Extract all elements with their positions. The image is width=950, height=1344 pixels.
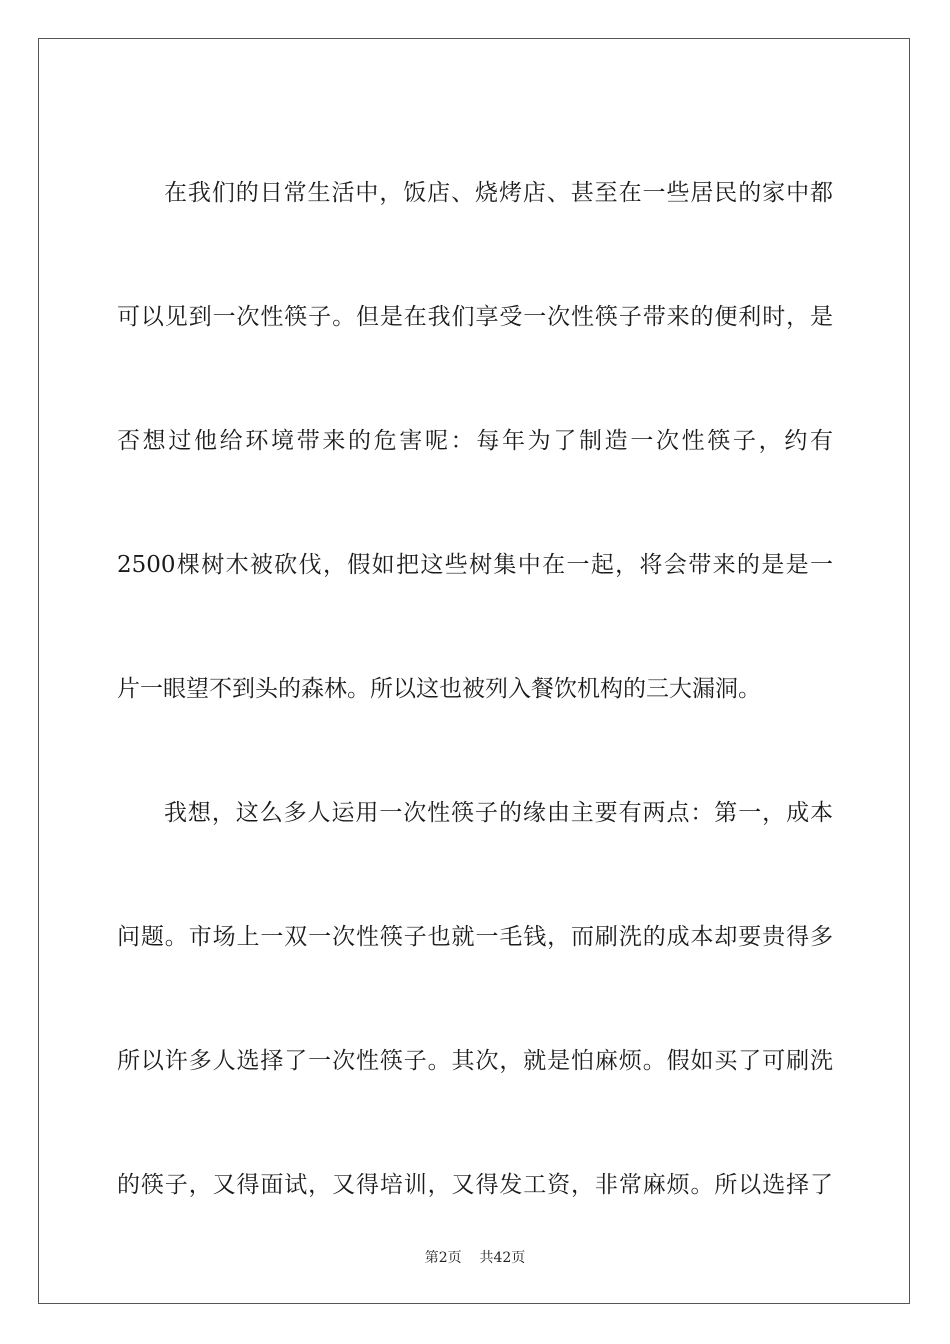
page-total: 共42页	[479, 1250, 526, 1266]
text-line: 2500棵树木被砍伐，假如把这些树集中在一起，将会带来的是是一	[117, 552, 833, 578]
text-line: 否想过他给环境带来的危害呢：每年为了制造一次性筷子，约有	[117, 428, 833, 454]
text-line: 片一眼望不到头的森林。所以这也被列入餐饮机构的三大漏洞。	[117, 676, 761, 702]
page-frame	[38, 38, 910, 1304]
text-line: 在我们的日常生活中，饭店、烧烤店、甚至在一些居民的家中都	[164, 180, 833, 206]
text-line: 的筷子，又得面试，又得培训，又得发工资，非常麻烦。所以选择了	[117, 1172, 833, 1198]
text-line: 所以许多人选择了一次性筷子。其次，就是怕麻烦。假如买了可刷洗	[117, 1048, 833, 1074]
page-number: 第2页	[424, 1250, 462, 1266]
document-body	[117, 131, 833, 1247]
paragraph-1	[117, 131, 833, 751]
page-footer	[39, 1247, 911, 1267]
paragraph-2	[117, 751, 833, 1247]
text-line: 问题。市场上一双一次性筷子也就一毛钱，而刷洗的成本却要贵得多	[117, 924, 833, 950]
text-line: 可以见到一次性筷子。但是在我们享受一次性筷子带来的便利时，是	[117, 304, 833, 330]
text-line: 我想，这么多人运用一次性筷子的缘由主要有两点：第一，成本	[164, 800, 833, 826]
